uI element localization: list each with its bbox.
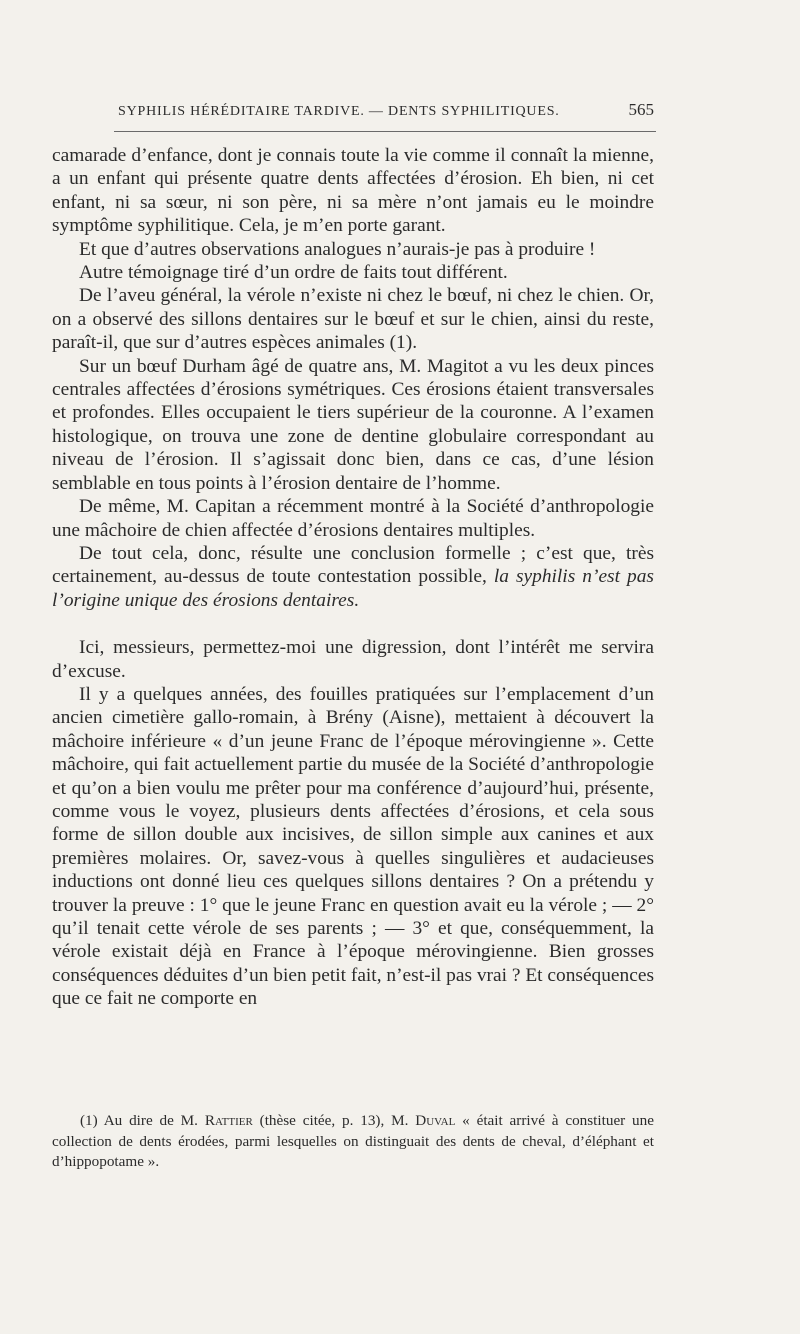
footnote-author-rattier: Rattier xyxy=(204,1112,253,1129)
paragraph-8: Ici, messieurs, permettez-moi une digression, dont l’intérêt me servira d’excuse. xyxy=(52,637,654,682)
paragraph-7 xyxy=(52,542,654,612)
body-text xyxy=(52,144,654,1011)
paragraph-1: camarade d’enfance, dont je connais toute la vie comme il connaît la mienne, a un enfant qui présente quatre dents affectées d’érosion. Eh bien, ni cet enfant, ni sa sœur, ni son père, ni sa mère n’ont jamais eu le moindre symptôme syphilitique. Cela, je m’en porte garant. xyxy=(52,145,654,237)
footnote-author-duval: Duval xyxy=(415,1112,456,1129)
paragraph-6: De même, M. Capitan a récemment montré à la Société d’anthropologie une mâchoire de chien affectée d’érosions dentaires multiples. xyxy=(52,496,654,541)
running-title: SYPHILIS HÉRÉDITAIRE TARDIVE. — DENTS SYPHILITIQUES. xyxy=(118,104,560,119)
footnote-mid: (thèse citée, p. 13), M. xyxy=(252,1112,416,1129)
paragraph-3: Autre témoignage tiré d’un ordre de faits tout différent. xyxy=(79,262,508,284)
paragraph-9: Il y a quelques années, des fouilles pratiquées sur l’emplacement d’un ancien cimetière gallo-romain, à Brény (Aisne), mettaient à découvert la mâchoire inférieure « d’un jeune Franc de l’époque mérovingienne ». Cette mâchoire, qui fait actuellement partie du musée de la Société d’anthropologie et qu’on a bien voulu me prêter pour ma conférence d’aujourd’hui, présente, comme vous le voyez, plusieurs dents affectées d’érosions, et cela sous forme de sillon double aux incisives, de sillon simple aux canines et aux premières molaires. Or, savez-vous à quelles singulières et audacieuses inductions ont donné lieu ces quelques sillons dentaires ? On a prétendu y trouver la preuve : 1° que le jeune Franc en question avait eu la vérole ; — 2° qu’il tenait cette vérole de ses parents ; — 3° et que, conséquemment, la vérole existait déjà en France à l’époque mérovingienne. Bien grosses conséquences déduites d’un bien petit fait, n’est-il pas vrai ? Et conséquences que ce fait ne comporte en xyxy=(52,683,654,1010)
footnote-1 xyxy=(52,1111,654,1173)
conclusion-text: De tout cela, donc, résulte une conclusion formelle ; c’est que, très certainement, au-dessus de toute contestation possible, xyxy=(52,542,654,588)
header-rule xyxy=(114,131,656,132)
footnote-lead: (1) Au dire de M. xyxy=(80,1112,205,1129)
paragraph-4: De l’aveu général, la vérole n’existe ni chez le bœuf, ni chez le chien. Or, on a observé des sillons dentaires sur le bœuf et sur le chien, ainsi du reste, paraît-il, que sur d’autres espèces animales (1). xyxy=(52,285,654,354)
paragraph-2: Et que d’autres observations analogues n’aurais-je pas à produire ! xyxy=(79,238,596,260)
paragraph-5: Sur un bœuf Durham âgé de quatre ans, M. Magitot a vu les deux pinces centrales affectées d’érosions symétriques. Ces érosions étaient transversales et profondes. Elles occupaient le tiers supérieur de la couronne. A l’examen histologique, on trouva une zone de dentine globulaire correspondant au niveau de l’érosion. Il s’agissait donc bien, dans ce cas, d’une lésion semblable en tous points à l’érosion dentaire de l’homme. xyxy=(52,355,654,494)
page-number: 565 xyxy=(628,100,654,119)
footnote-tail: « était arrivé à constituer une collection de dents érodées, parmi lesquelles on distinguait des dents de cheval, d’éléphant et d’hippopotame ». xyxy=(52,1112,654,1171)
footnote xyxy=(52,1111,654,1173)
running-header xyxy=(118,96,654,130)
conclusion-emphasis: la syphilis n’est pas l’origine unique des érosions dentaires. xyxy=(52,566,654,611)
